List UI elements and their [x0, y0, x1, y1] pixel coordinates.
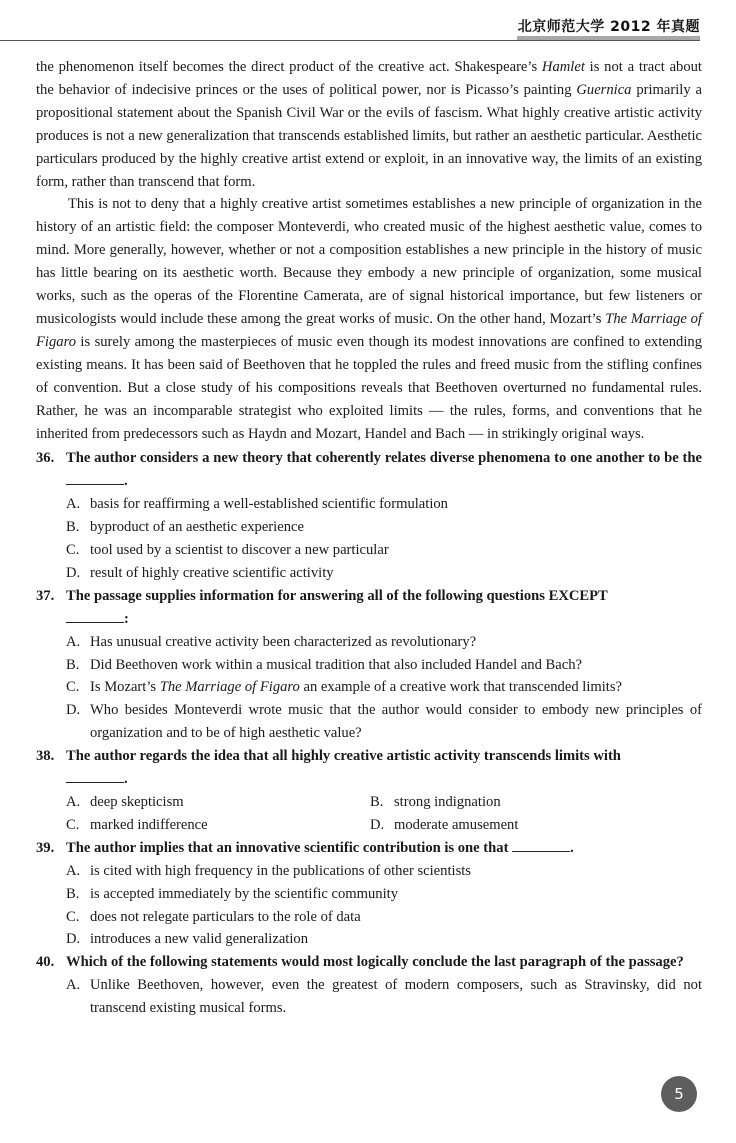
option-text: introduces a new valid generalization [90, 931, 309, 948]
question-38 [36, 745, 702, 837]
option-text: byproduct of an aesthetic experience [90, 519, 304, 536]
options-grid [36, 791, 702, 837]
header-rule [0, 40, 700, 41]
page-content [36, 56, 702, 1020]
option-text: basis for reaffirming a well-established scientific formulation [90, 496, 448, 513]
option-letter: D. [66, 702, 81, 719]
answer-blank [66, 470, 124, 485]
question-40 [36, 951, 702, 1020]
option-text: an example of a creative work that transcended limits? [299, 679, 622, 696]
work-title-figaro: The Marriage of Figaro [36, 310, 702, 350]
text: is surely among the masterpieces of music even though its modest innovations are confined to extending existing means. It has been said of Beethoven that he toppled the rules and freed music from the stifling confines of convention. But a close study of his compositions reveals that Beethoven overturned no fundamental rules. Rather, he was an incomparable strategist who exploited limits — the rules, forms, and conventions that he inherited from predecessors such as Haydn and Mozart, Handel and Bach — in strikingly original ways. [36, 333, 702, 442]
option-letter: A. [66, 633, 81, 650]
option-letter: D. [66, 564, 81, 581]
question-number: 39. [36, 839, 55, 856]
option-b[interactable] [36, 516, 702, 539]
option-letter: A. [66, 977, 81, 994]
stem-text: The author regards the idea that all highly creative artistic activity transcends limits with [66, 748, 621, 765]
option-text: Is Mozart’s [90, 679, 160, 696]
option-text: tool used by a scientist to discover a new particular [90, 542, 389, 559]
option-letter: B. [66, 519, 80, 536]
option-letter: A. [66, 862, 81, 879]
question-stem [36, 745, 702, 768]
option-letter: A. [66, 794, 81, 810]
option-c[interactable] [66, 814, 370, 837]
question-number: 38. [36, 748, 55, 765]
option-text: does not relegate particulars to the role of data [90, 908, 361, 925]
option-text: marked indifference [90, 816, 208, 833]
answer-blank [512, 837, 570, 852]
text: the phenomenon itself becomes the direct product of the creative act. Shakespeare’s [36, 59, 542, 75]
option-b[interactable] [36, 883, 702, 906]
option-c[interactable] [36, 676, 702, 699]
question-number: 36. [36, 450, 55, 467]
stem-text: Which of the following statements would most logically conclude the last paragraph of the passage? [66, 954, 684, 971]
stem-text: The author considers a new theory that coherently relates diverse phenomena to one another to be the [66, 450, 702, 467]
punctuation: . [124, 473, 128, 490]
option-d[interactable] [36, 562, 702, 585]
option-letter: C. [66, 908, 80, 925]
option-text: moderate amusement [394, 816, 519, 833]
option-text: is cited with high frequency in the publications of other scientists [90, 862, 471, 879]
option-text: Unlike Beethoven, however, even the greatest of modern composers, such as Stravinsky, did not transcend existing musical forms. [90, 977, 702, 1017]
option-text: is accepted immediately by the scientific community [90, 885, 398, 902]
answer-blank-line [36, 608, 702, 631]
option-text: Who besides Monteverdi wrote music that the author would consider to embody new principles of organization and to be of high aesthetic value? [90, 702, 702, 742]
option-letter: D. [370, 816, 385, 833]
option-letter: C. [66, 542, 80, 559]
answer-blank-line [36, 768, 702, 791]
option-letter: C. [66, 816, 80, 833]
option-b[interactable] [370, 791, 670, 814]
option-text: Did Beethoven work within a musical tradition that also included Handel and Bach? [90, 656, 583, 673]
option-text: deep skepticism [90, 794, 184, 810]
option-c[interactable] [36, 539, 702, 562]
page-header [0, 0, 736, 44]
option-letter: D. [66, 931, 81, 948]
text: This is not to deny that a highly creative artist sometimes establishes a new principle of organization in the history of an artistic field: the composer Monteverdi, who created music of the highest aesthetic value, comes to mind. More generally, however, whether or not a composition establishes a new principle in the history of music has little bearing on its aesthetic worth. Because they embody a new principle of organization, some musical works, such as the operas of the Florentine Camerata, are of signal historical importance, but few listeners or musicologists would include these among the great works of music. On the other hand, Mozart’s [36, 196, 702, 327]
option-text: Has unusual creative activity been characterized as revolutionary? [90, 633, 477, 650]
punctuation: : [124, 610, 129, 627]
option-text: strong indignation [394, 794, 501, 810]
text: primarily a propositional statement about the Spanish Civil War or the evils of fascism. What highly creative artistic activity produces is not a new generalization that transcends established limits, but rather an aesthetic particular. Aesthetic particulars produced by the highly creative artist extend or exploit, in an innovative way, the limits of an existing form, rather than transcend that form. [36, 81, 702, 190]
text: is not a tract about the behavior of indecisive princes or the uses of political power, nor is Picasso’s painting [36, 59, 702, 98]
option-c[interactable] [36, 906, 702, 929]
option-a[interactable] [36, 493, 702, 516]
option-d[interactable] [36, 928, 702, 951]
question-stem [36, 951, 702, 974]
passage-paragraph-2 [36, 193, 702, 445]
option-letter: A. [66, 496, 81, 513]
work-title-figaro: The Marriage of Figaro [159, 679, 300, 696]
option-letter: B. [66, 885, 80, 902]
question-stem [36, 585, 702, 608]
question-stem [36, 837, 702, 860]
exam-title: 北京师范大学 2012 年真题 [517, 19, 700, 35]
passage-paragraph-1 [36, 56, 702, 193]
option-text: result of highly creative scientific activity [90, 564, 334, 581]
option-letter: B. [66, 656, 80, 673]
option-d[interactable] [36, 699, 702, 745]
answer-blank [66, 768, 124, 783]
stem-text: The passage supplies information for answering all of the following questions EXCEPT [66, 587, 608, 604]
punctuation: . [570, 839, 574, 856]
option-a[interactable] [36, 860, 702, 883]
option-b[interactable] [36, 654, 702, 677]
answer-blank [66, 608, 124, 623]
option-a[interactable] [36, 974, 702, 1020]
question-37 [36, 585, 702, 745]
question-39 [36, 837, 702, 952]
work-title-hamlet: Hamlet [541, 59, 585, 75]
stem-text: The author implies that an innovative scientific contribution is one that [66, 839, 513, 856]
option-a[interactable] [36, 631, 702, 654]
question-36 [36, 447, 702, 584]
option-letter: B. [370, 794, 384, 810]
option-d[interactable] [370, 814, 670, 837]
question-stem [36, 447, 702, 493]
work-title-guernica: Guernica [576, 81, 632, 98]
option-letter: C. [66, 679, 80, 696]
punctuation: . [124, 771, 128, 788]
question-number: 40. [36, 954, 55, 971]
question-number: 37. [36, 587, 55, 604]
page-number-badge: 5 [661, 1076, 697, 1112]
option-a[interactable] [66, 791, 370, 814]
